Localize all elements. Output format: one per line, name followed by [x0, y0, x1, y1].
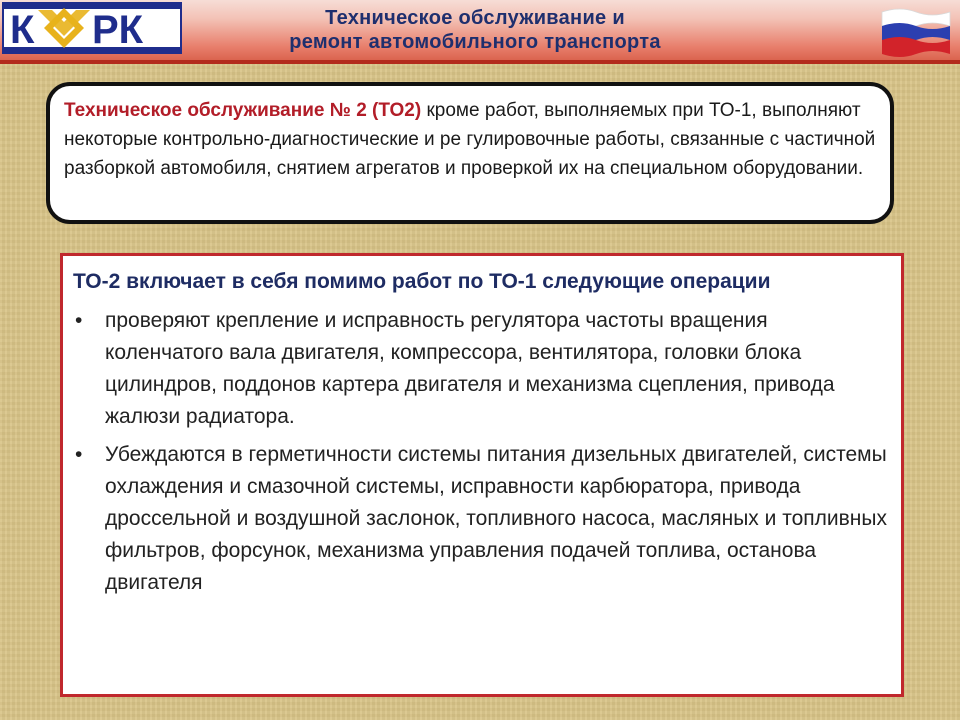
logo-letter-k1: К — [10, 8, 35, 52]
flag-graphic — [880, 6, 952, 58]
russian-flag-icon — [880, 6, 952, 58]
to2-definition-box — [46, 82, 894, 224]
bullet-icon: • — [75, 309, 83, 332]
college-logo-icon — [2, 2, 182, 54]
to2-operations-box — [60, 253, 904, 697]
title-line-1: Техническое обслуживание и — [325, 7, 625, 29]
operations-list — [73, 305, 891, 599]
list-item-text: проверяют крепление и исправность регулятора частоты вращения коленчатого вала двигателя, компрессора, вентилятора, головки блока цилиндров, поддонов картера двигателя и механизма сцепления, привода жалюзи радиатора. — [105, 309, 835, 428]
bullet-icon: • — [75, 443, 83, 466]
header-band — [0, 60, 960, 64]
title-line-2: ремонт автомобильного транспорта — [289, 31, 661, 53]
to2-definition-text: кроме работ, выполняемых при ТО-1, выполняют некоторые контрольно-диагностические и ре гулировочные работы, связанные с частичной разборкой автомобиля, снятием агрегатов и проверкой их на специальном оборудовании. — [64, 100, 876, 179]
slide-title — [190, 6, 760, 54]
logo-graphic — [4, 4, 180, 52]
list-item — [73, 305, 891, 433]
operations-heading: ТО-2 включает в себя помимо работ по ТО-1 следующие операции — [73, 270, 771, 293]
to2-term: Техническое обслуживание № 2 (ТО2) — [64, 100, 422, 121]
list-item-text: Убеждаются в герметичности системы питания дизельных двигателей, системы охлаждения и смазочной системы, исправности карбюратора, привода дроссельной и воздушной заслонок, топливного насоса, масляных и топливных фильтров, форсунок, механизма управления подачей топлива, останова двигателя — [105, 443, 887, 594]
list-item — [73, 439, 891, 599]
logo-letters-rk: РК — [92, 8, 144, 52]
logo-emblem — [38, 8, 90, 48]
